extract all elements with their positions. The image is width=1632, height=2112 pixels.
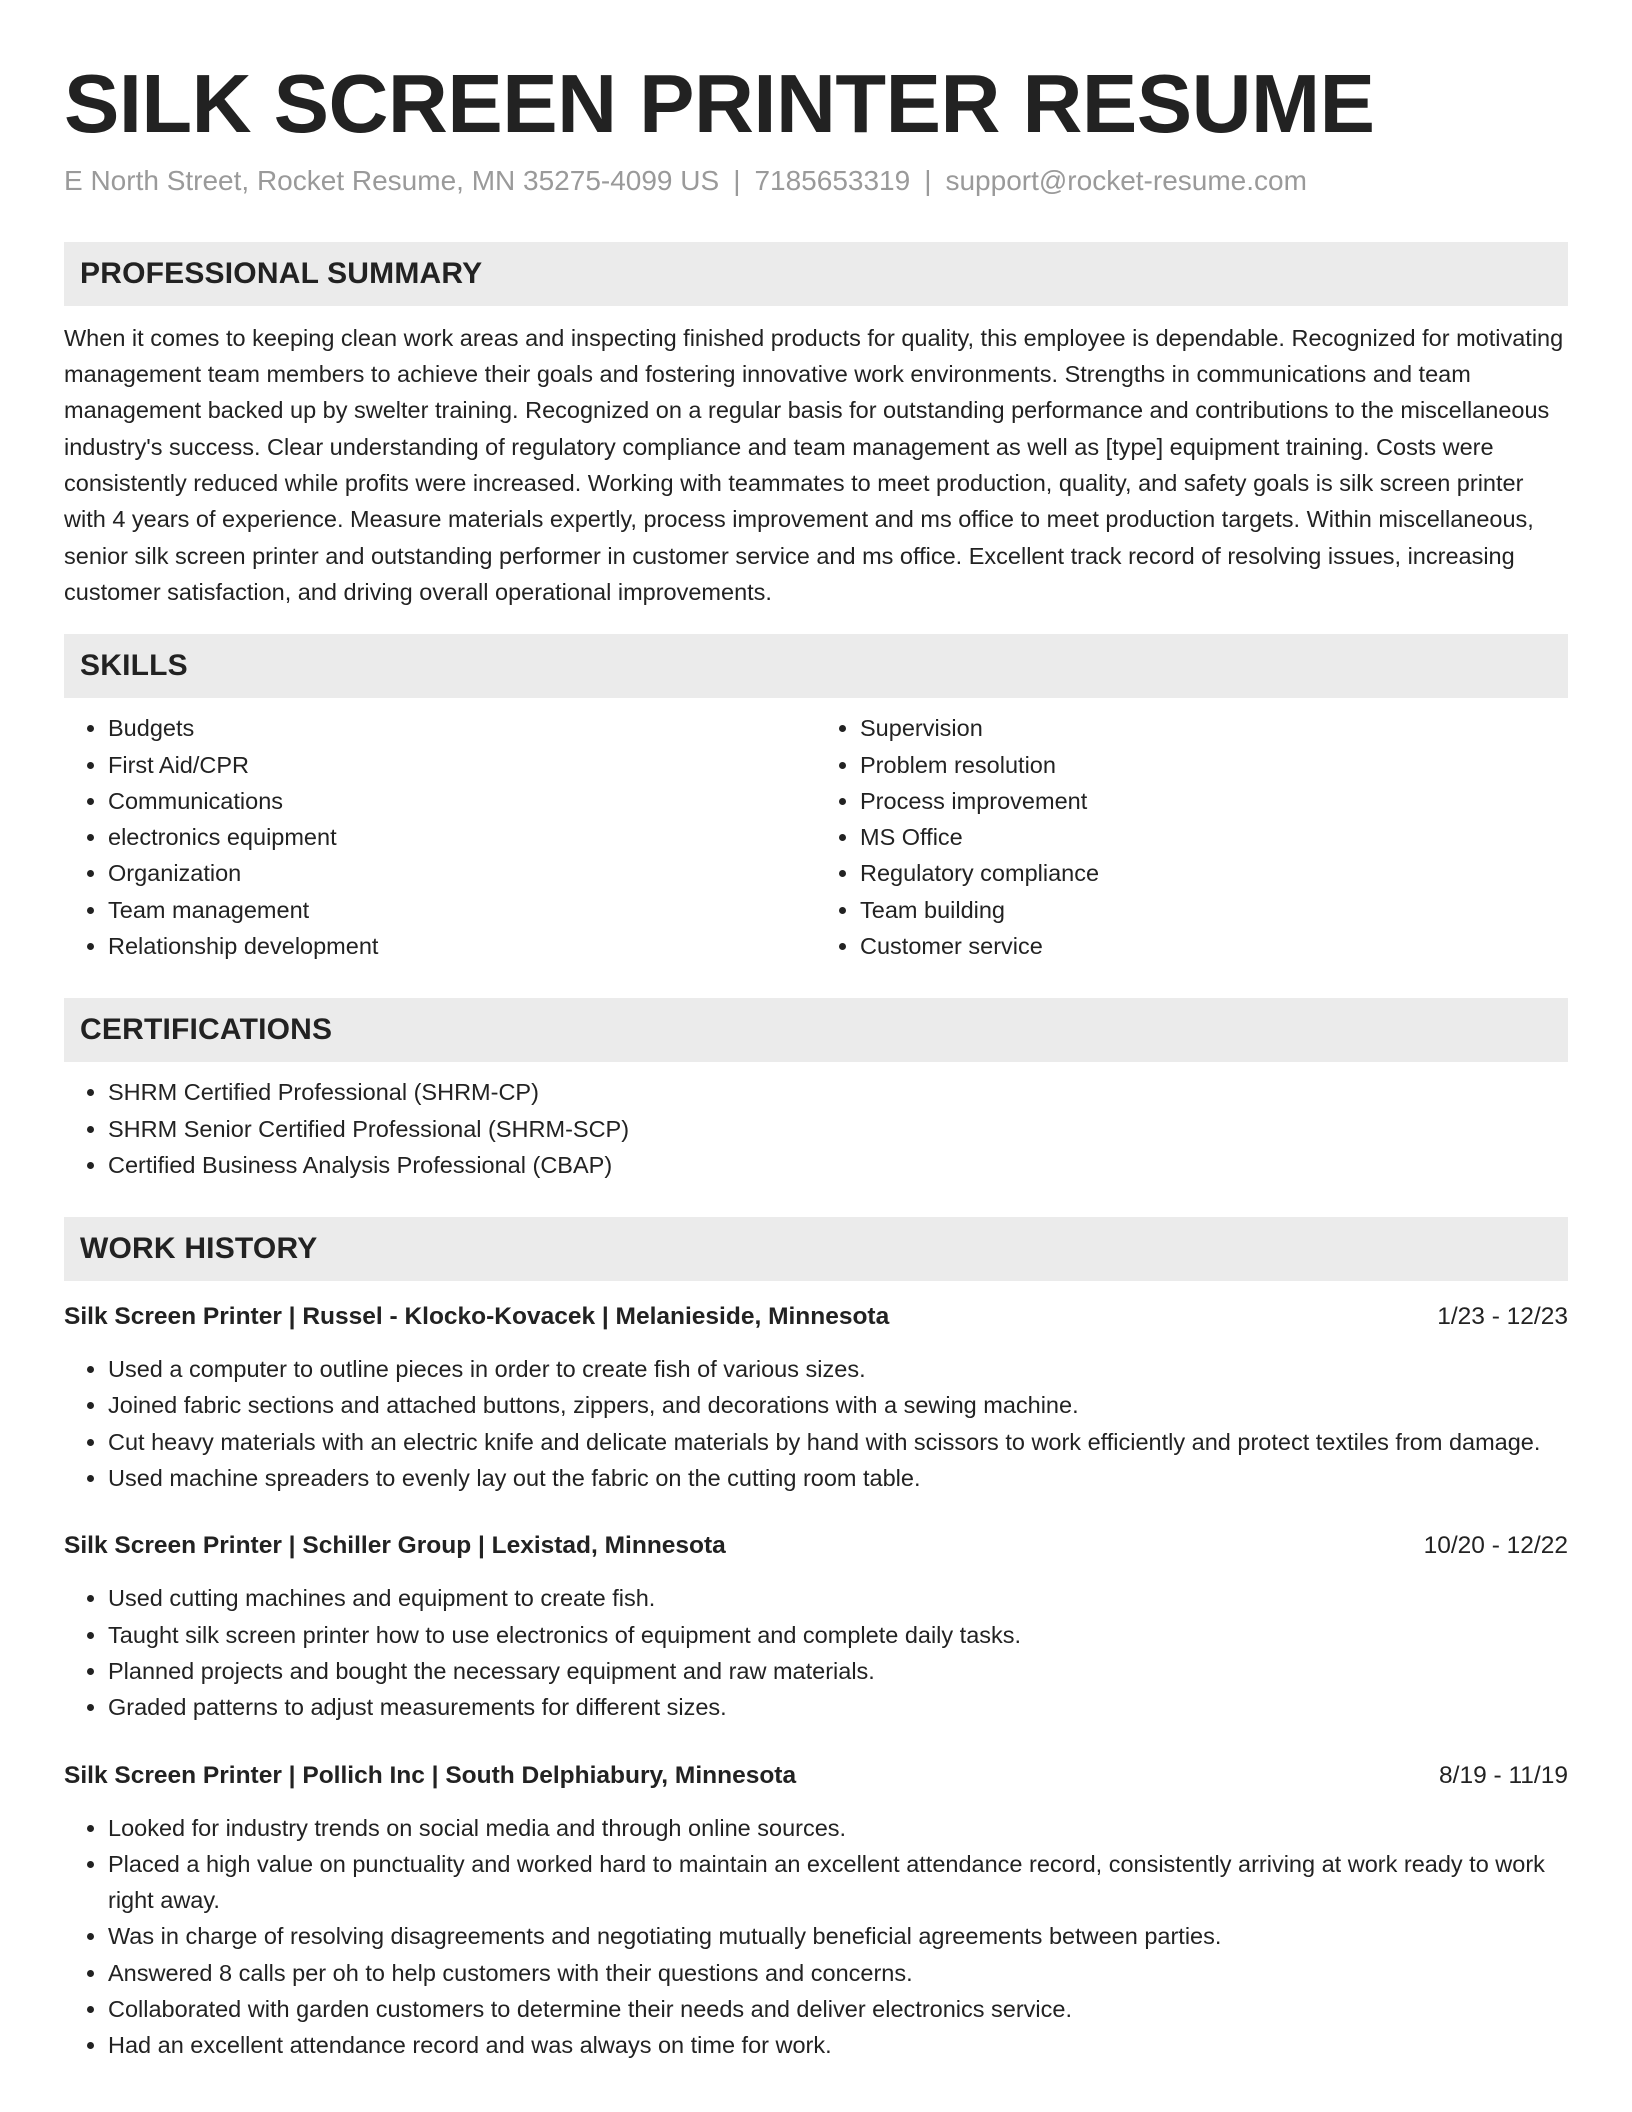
list-item: • Used cutting machines and equipment to create fish.: [108, 1580, 1568, 1616]
job-bullets: [64, 1810, 1568, 2064]
list-item: • SHRM Senior Certified Professional (SHRM-SCP): [108, 1111, 1568, 1147]
list-item: • Used a computer to outline pieces in order to create fish of various sizes.: [108, 1351, 1568, 1387]
job-header: [64, 1758, 1568, 1794]
list-item: • MS Office: [860, 819, 1568, 855]
job-title: Silk Screen Printer | Schiller Group | Lexistad, Minnesota: [64, 1532, 726, 1560]
contact-separator: |: [733, 165, 741, 197]
job-dates: 10/20 - 12/22: [1423, 1532, 1568, 1560]
job-dates: 1/23 - 12/23: [1437, 1303, 1568, 1331]
skills-list-left: [64, 710, 816, 964]
job-dates: 8/19 - 11/19: [1439, 1761, 1568, 1789]
list-item: • Used machine spreaders to evenly lay out the fabric on the cutting room table.: [108, 1460, 1568, 1496]
list-item: • Answered 8 calls per oh to help customers with their questions and concerns.: [108, 1955, 1568, 1991]
job-bullets: [64, 1351, 1568, 1496]
list-item: • Team building: [860, 892, 1568, 928]
list-item: • Cut heavy materials with an electric knife and delicate materials by hand with scissors to work efficiently and protect textiles from damage.: [108, 1424, 1568, 1460]
list-item: • SHRM Certified Professional (SHRM-CP): [108, 1074, 1568, 1110]
list-item: • Placed a high value on punctuality and worked hard to maintain an excellent attendance record, consistently arriving at work ready to work right away.: [108, 1846, 1568, 1919]
job-title: Silk Screen Printer | Pollich Inc | South Delphiabury, Minnesota: [64, 1761, 797, 1789]
list-item: • Certified Business Analysis Professional (CBAP): [108, 1147, 1568, 1183]
skills-list-right: [816, 710, 1568, 964]
summary-text: When it comes to keeping clean work areas and inspecting finished products for quality, this employee is dependable. Recognized for motivating management team members to achieve their goals and fostering innovative work environments. Strengths in communications and team management backed up by swelter training. Recognized on a regular basis for outstanding performance and contributions to the miscellaneous industry's success. Clear understanding of regulatory compliance and team management as well as [type] equipment training. Costs were consistently reduced while profits were increased. Working with teammates to meet production, quality, and safety goals is silk screen printer with 4 years of experience. Measure materials expertly, process improvement and ms office to meet production targets. Within miscellaneous, senior silk screen printer and outstanding performer in customer service and ms office. Excellent track record of resolving issues, increasing customer satisfaction, and driving overall operational improvements.: [64, 324, 1564, 605]
list-item: • First Aid/CPR: [108, 747, 816, 783]
job-title: Silk Screen Printer | Russel - Klocko-Kovacek | Melanieside, Minnesota: [64, 1303, 890, 1331]
section-heading-summary: PROFESSIONAL SUMMARY: [64, 242, 1568, 306]
list-item: • Collaborated with garden customers to determine their needs and deliver electronics service.: [108, 1991, 1568, 2027]
list-item: • Taught silk screen printer how to use electronics of equipment and complete daily tasks.: [108, 1617, 1568, 1653]
job-header: [64, 1528, 1568, 1564]
list-item: • Budgets: [108, 710, 816, 746]
list-item: • Process improvement: [860, 783, 1568, 819]
job-entry: [64, 1299, 1568, 1496]
section-heading-certifications: CERTIFICATIONS: [64, 998, 1568, 1062]
list-item: • Had an excellent attendance record and was always on time for work.: [108, 2027, 1568, 2063]
job-bullets: [64, 1580, 1568, 1725]
list-item: • Graded patterns to adjust measurements for different sizes.: [108, 1689, 1568, 1725]
list-item: • Communications: [108, 783, 816, 819]
job-entry: [64, 1528, 1568, 1725]
list-item: • Regulatory compliance: [860, 855, 1568, 891]
list-item: • Looked for industry trends on social media and through online sources.: [108, 1810, 1568, 1846]
contact-phone: 7185653319: [754, 165, 911, 197]
list-item: • electronics equipment: [108, 819, 816, 855]
list-item: • Supervision: [860, 710, 1568, 746]
contact-separator: |: [924, 165, 932, 197]
list-item: • Planned projects and bought the necessary equipment and raw materials.: [108, 1653, 1568, 1689]
list-item: • Problem resolution: [860, 747, 1568, 783]
section-heading-skills: SKILLS: [64, 634, 1568, 698]
list-item: • Joined fabric sections and attached buttons, zippers, and decorations with a sewing machine.: [108, 1387, 1568, 1423]
job-entry: [64, 1758, 1568, 2064]
list-item: • Organization: [108, 855, 816, 891]
contact-email[interactable]: support@rocket-resume.com: [945, 165, 1307, 197]
list-item: • Relationship development: [108, 928, 816, 964]
list-item: • Customer service: [860, 928, 1568, 964]
section-heading-work-history: WORK HISTORY: [64, 1217, 1568, 1281]
certifications-list: [64, 1074, 1568, 1183]
resume-title: SILK SCREEN PRINTER RESUME: [64, 57, 1375, 150]
job-header: [64, 1299, 1568, 1335]
list-item: • Team management: [108, 892, 816, 928]
contact-line: [64, 163, 1568, 199]
contact-address: E North Street, Rocket Resume, MN 35275-4099 US: [64, 165, 720, 197]
list-item: • Was in charge of resolving disagreements and negotiating mutually beneficial agreements between parties.: [108, 1918, 1568, 1954]
skills-grid: [64, 710, 1568, 964]
